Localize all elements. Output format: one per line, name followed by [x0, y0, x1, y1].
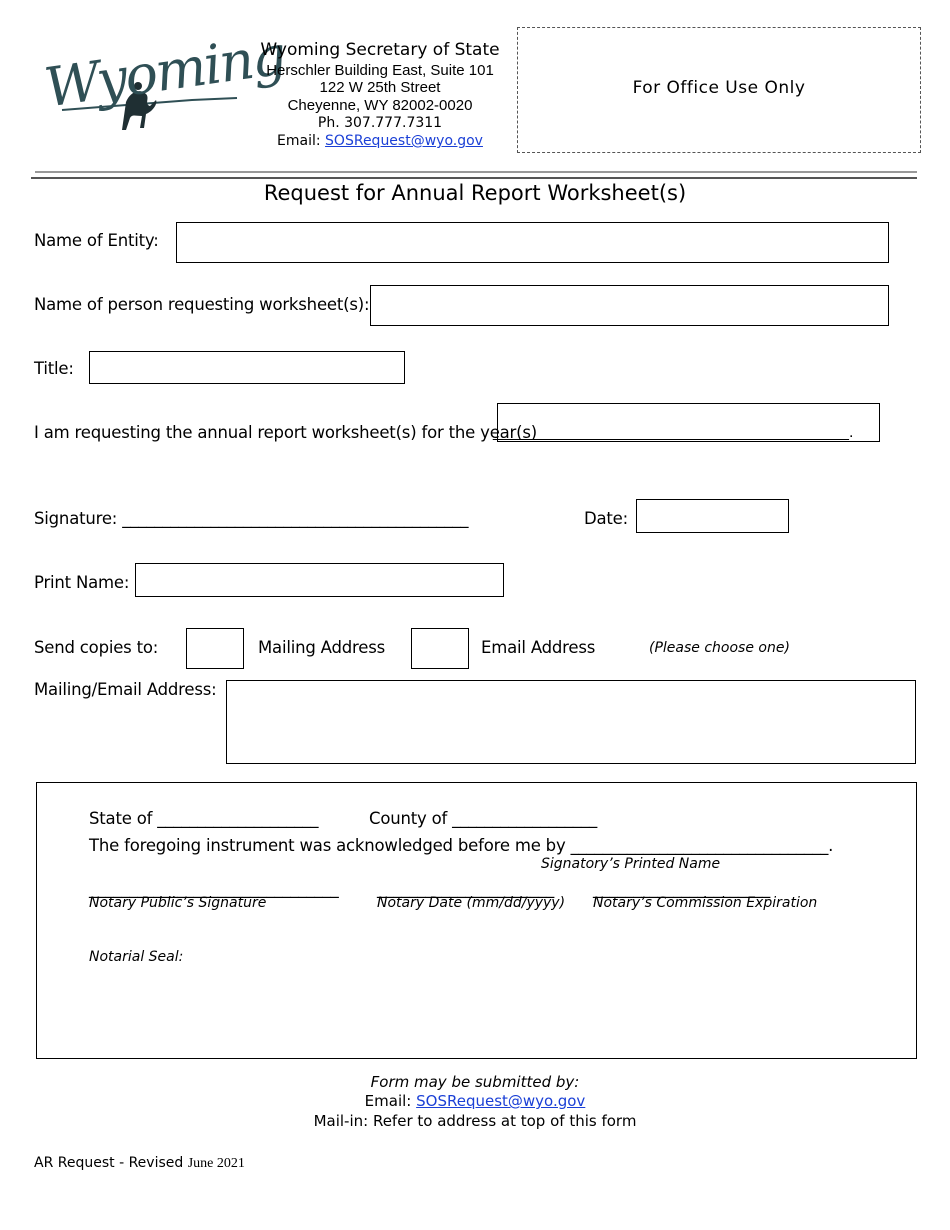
- year-field[interactable]: [497, 403, 880, 442]
- office-use-label: For Office Use Only: [632, 78, 806, 98]
- county-of-line: County of __________________: [369, 809, 598, 828]
- revision-note: [34, 1155, 245, 1172]
- date-label: Date:: [584, 509, 628, 528]
- logo-text: Wyoming: [40, 23, 289, 120]
- acknowledged-line: The foregoing instrument was acknowledged before me by ________________________________.: [89, 836, 834, 855]
- revision-label: AR Request - Revised: [34, 1155, 184, 1171]
- year-underline: ________________________________________.: [493, 424, 854, 441]
- requester-name-field[interactable]: [370, 285, 889, 326]
- print-name-field[interactable]: [135, 563, 504, 597]
- footer-mail-line: [0, 1112, 950, 1130]
- mailing-address-checkbox[interactable]: [186, 628, 244, 669]
- entity-name-field[interactable]: [176, 222, 889, 263]
- printed-name-caption: Signatory’s Printed Name: [541, 856, 721, 872]
- header-divider-top: [35, 171, 917, 173]
- signature-label: Signature: ___________________________________________: [34, 509, 469, 528]
- address-field[interactable]: [226, 680, 916, 764]
- date-field[interactable]: [636, 499, 789, 533]
- building-address: Herschler Building East, Suite 101: [266, 62, 494, 79]
- email-address-option: Email Address: [481, 638, 596, 657]
- footer-email-link[interactable]: SOSRequest@wyo.gov: [416, 1092, 586, 1110]
- title-label: Title:: [34, 359, 74, 378]
- footer-mail-text: Refer to address at top of this form: [372, 1112, 637, 1130]
- footer-email-line: [0, 1092, 950, 1110]
- header-email-link[interactable]: SOSRequest@wyo.gov: [325, 133, 483, 149]
- commission-expiration-line: ______________________: [593, 879, 771, 898]
- notary-date-caption: Notary Date (mm/dd/yyyy): [377, 895, 566, 911]
- entity-label: Name of Entity:: [34, 231, 159, 250]
- phone-number: Ph. 307.777.7311: [317, 115, 443, 131]
- mailing-address-option: Mailing Address: [258, 638, 385, 657]
- footer-mail-label: Mail-in:: [313, 1112, 369, 1130]
- wyoming-logo: [40, 23, 289, 150]
- notarial-seal-label: Notarial Seal:: [89, 949, 184, 965]
- state-of-line: State of ____________________: [89, 809, 319, 828]
- form-title: Request for Annual Report Worksheet(s): [263, 181, 687, 205]
- commission-expiration-caption: Notary’s Commission Expiration: [593, 895, 818, 911]
- header-divider-bottom: [31, 177, 917, 179]
- notary-signature-caption: Notary Public’s Signature: [89, 895, 267, 911]
- office-use-box: [517, 27, 921, 153]
- choose-one-note: (Please choose one): [649, 640, 790, 656]
- city-address: Cheyenne, WY 82002-0020: [287, 97, 473, 114]
- print-name-label: Print Name:: [34, 573, 130, 592]
- header-email-line: [250, 133, 510, 149]
- revision-date: June 2021: [187, 1156, 245, 1171]
- address-label: Mailing/Email Address:: [34, 680, 217, 699]
- send-copies-label: Send copies to:: [34, 638, 159, 657]
- header-email-label: Email:: [277, 133, 321, 149]
- agency-name: Wyoming Secretary of State: [260, 40, 500, 60]
- year-label: I am requesting the annual report worksheet(s) for the year(s): [34, 423, 538, 442]
- notary-signature-line: _______________________________: [89, 879, 339, 898]
- person-label: Name of person requesting worksheet(s):: [34, 295, 370, 314]
- notary-date-line: ______________________: [377, 879, 555, 898]
- street-address: 122 W 25th Street: [319, 79, 441, 96]
- email-address-checkbox[interactable]: [411, 628, 469, 669]
- footer-email-label: Email:: [364, 1092, 412, 1110]
- title-field[interactable]: [89, 351, 405, 384]
- submitted-by: Form may be submitted by:: [370, 1073, 580, 1091]
